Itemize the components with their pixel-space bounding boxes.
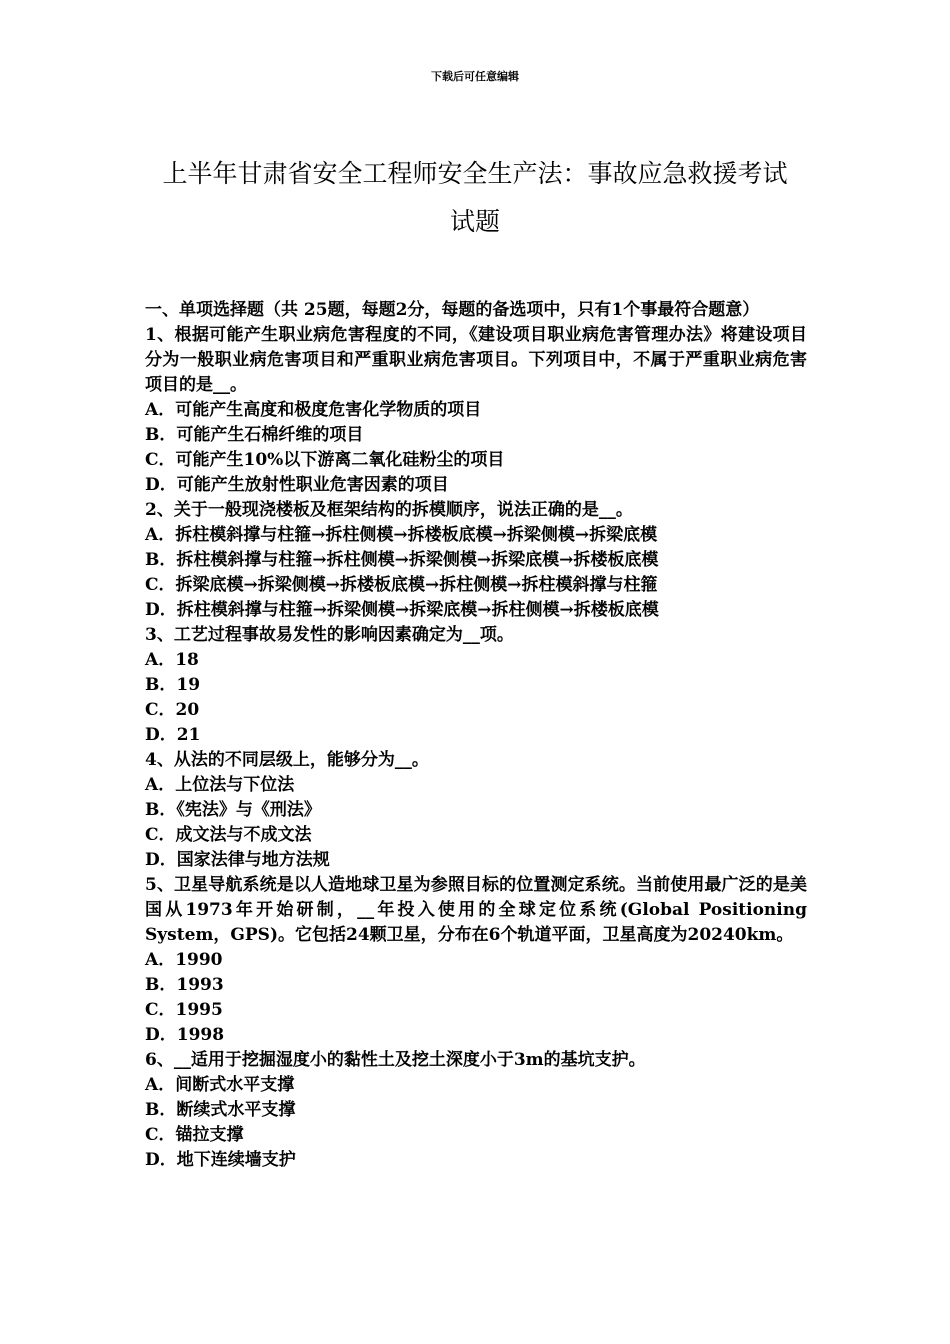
document-title <box>140 150 810 246</box>
option-b: B．1993 <box>145 975 224 995</box>
option-a: A．间断式水平支撑 <box>145 1075 295 1095</box>
option-c: C．1995 <box>145 1000 223 1020</box>
option-d: D．1998 <box>145 1025 225 1045</box>
question-stem: 2、关于一般现浇楼板及框架结构的拆模顺序，说法正确的是__。 <box>145 500 633 520</box>
option-a: A．1990 <box>145 950 223 970</box>
question-3 <box>145 623 807 748</box>
question-stem: 1、根据可能产生职业病危害程度的不同，《建设项目职业病危害管理办法》将建设项目分为一般职业病危害项目和严重职业病危害项目。下列项目中，不属于严重职业病危害项目的是__。 <box>145 325 807 395</box>
option-b: B．断续式水平支撑 <box>145 1100 296 1120</box>
option-c: C．20 <box>145 700 200 720</box>
option-b: B．拆柱模斜撑与柱箍→拆柱侧模→拆梁侧模→拆梁底模→拆楼板底模 <box>145 550 659 570</box>
option-d: D．国家法律与地方法规 <box>145 850 330 870</box>
option-a: A．可能产生高度和极度危害化学物质的项目 <box>145 400 482 420</box>
option-c: C．拆梁底模→拆梁侧模→拆楼板底模→拆柱侧模→拆柱模斜撑与柱箍 <box>145 575 658 595</box>
question-4 <box>145 748 807 873</box>
question-stem: 6、__适用于挖掘湿度小的黏性土及挖土深度小于3m的基坑支护。 <box>145 1050 646 1070</box>
option-b: B．19 <box>145 675 201 695</box>
option-c: C．可能产生10%以下游离二氧化硅粉尘的项目 <box>145 450 505 470</box>
option-d: D．地下连续墙支护 <box>145 1150 296 1170</box>
option-c: C．锚拉支撑 <box>145 1125 244 1145</box>
option-b: B．《宪法》与《刑法》 <box>145 800 321 820</box>
question-stem: 3、工艺过程事故易发性的影响因素确定为__项。 <box>145 625 514 645</box>
option-d: D．21 <box>145 725 201 745</box>
option-a: A．上位法与下位法 <box>145 775 295 795</box>
option-a: A．拆柱模斜撑与柱箍→拆柱侧模→拆楼板底模→拆梁侧模→拆梁底模 <box>145 525 658 545</box>
header-note: 下载后可任意编辑 <box>431 70 519 83</box>
option-c: C．成文法与不成文法 <box>145 825 312 845</box>
question-1 <box>145 323 807 498</box>
question-2 <box>145 498 807 623</box>
option-d: D．可能产生放射性职业危害因素的项目 <box>145 475 449 495</box>
section-heading: 一、单项选择题（共 25题，每题2分，每题的备选项中，只有1个事最符合题意） <box>145 300 760 320</box>
title-line-1: 上半年甘肃省安全工程师安全生产法：事故应急救援考试 <box>162 159 788 188</box>
question-stem: 5、卫星导航系统是以人造地球卫星为参照目标的位置测定系统。当前使用最广泛的是美国从1973年开始研制，__年投入使用的全球定位系统(Global Positioning System，GPS)。它包括24颗卫星，分布在6个轨道平面，卫星高度为20240km。 <box>145 875 807 945</box>
option-b: B．可能产生石棉纤维的项目 <box>145 425 364 445</box>
title-line-2: 试题 <box>449 207 500 236</box>
option-a: A．18 <box>145 650 199 670</box>
question-6 <box>145 1048 807 1173</box>
question-5 <box>145 873 807 1048</box>
document-body <box>145 298 807 1173</box>
option-d: D．拆柱模斜撑与柱箍→拆梁侧模→拆梁底模→拆柱侧模→拆楼板底模 <box>145 600 659 620</box>
question-stem: 4、从法的不同层级上，能够分为__。 <box>145 750 429 770</box>
